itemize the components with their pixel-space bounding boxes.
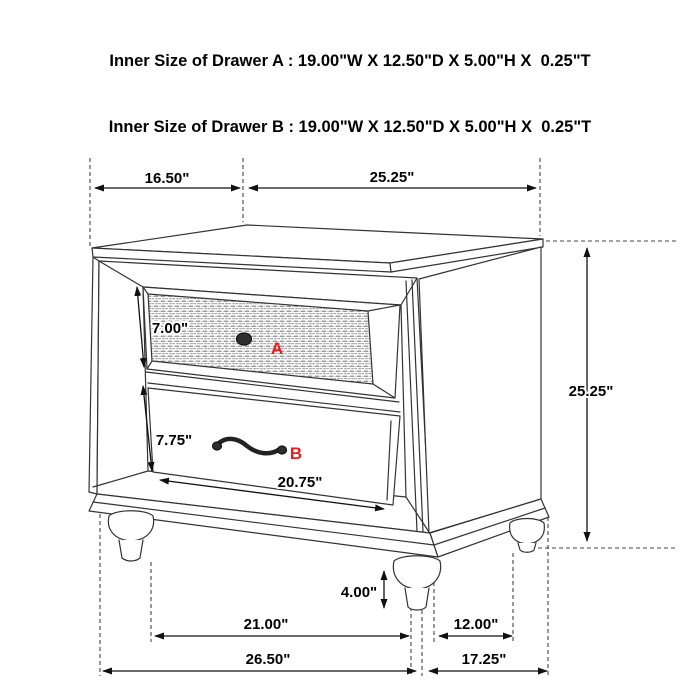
- nightstand-drawing: [89, 225, 549, 610]
- label-top-width: 25.25": [369, 169, 415, 186]
- handle-end-left: [213, 442, 222, 450]
- label-overall-depth: 17.25": [461, 651, 507, 668]
- drawer-a-size-text: Inner Size of Drawer A : 19.00"W X 12.50"D X 5.00"H X 0.25"T: [109, 52, 591, 70]
- label-drawer-b-height: 7.75": [155, 432, 193, 449]
- label-top-depth: 16.50": [144, 170, 190, 187]
- label-drawer-b-width: 20.75": [277, 474, 323, 491]
- label-overall-height: 25.25": [568, 383, 614, 400]
- label-drawer-a: A: [270, 339, 284, 358]
- label-overall-width: 26.50": [245, 651, 291, 668]
- label-side-feet-span: 12.00": [453, 616, 499, 633]
- drawer-a-knob: [237, 333, 252, 345]
- label-drawer-b: B: [289, 444, 303, 463]
- label-front-feet-span: 21.00": [243, 616, 289, 633]
- handle-end-right: [278, 446, 287, 454]
- drawer-b-size-text: Inner Size of Drawer B : 19.00"W X 12.50"D X 5.00"H X 0.25"T: [108, 118, 592, 136]
- rear-right-foot: [510, 519, 545, 553]
- label-foot-height: 4.00": [340, 584, 378, 601]
- front-left-foot: [108, 511, 153, 561]
- front-right-foot: [393, 556, 440, 610]
- right-side-face: [419, 247, 541, 533]
- label-drawer-a-height: 7.00": [151, 320, 189, 337]
